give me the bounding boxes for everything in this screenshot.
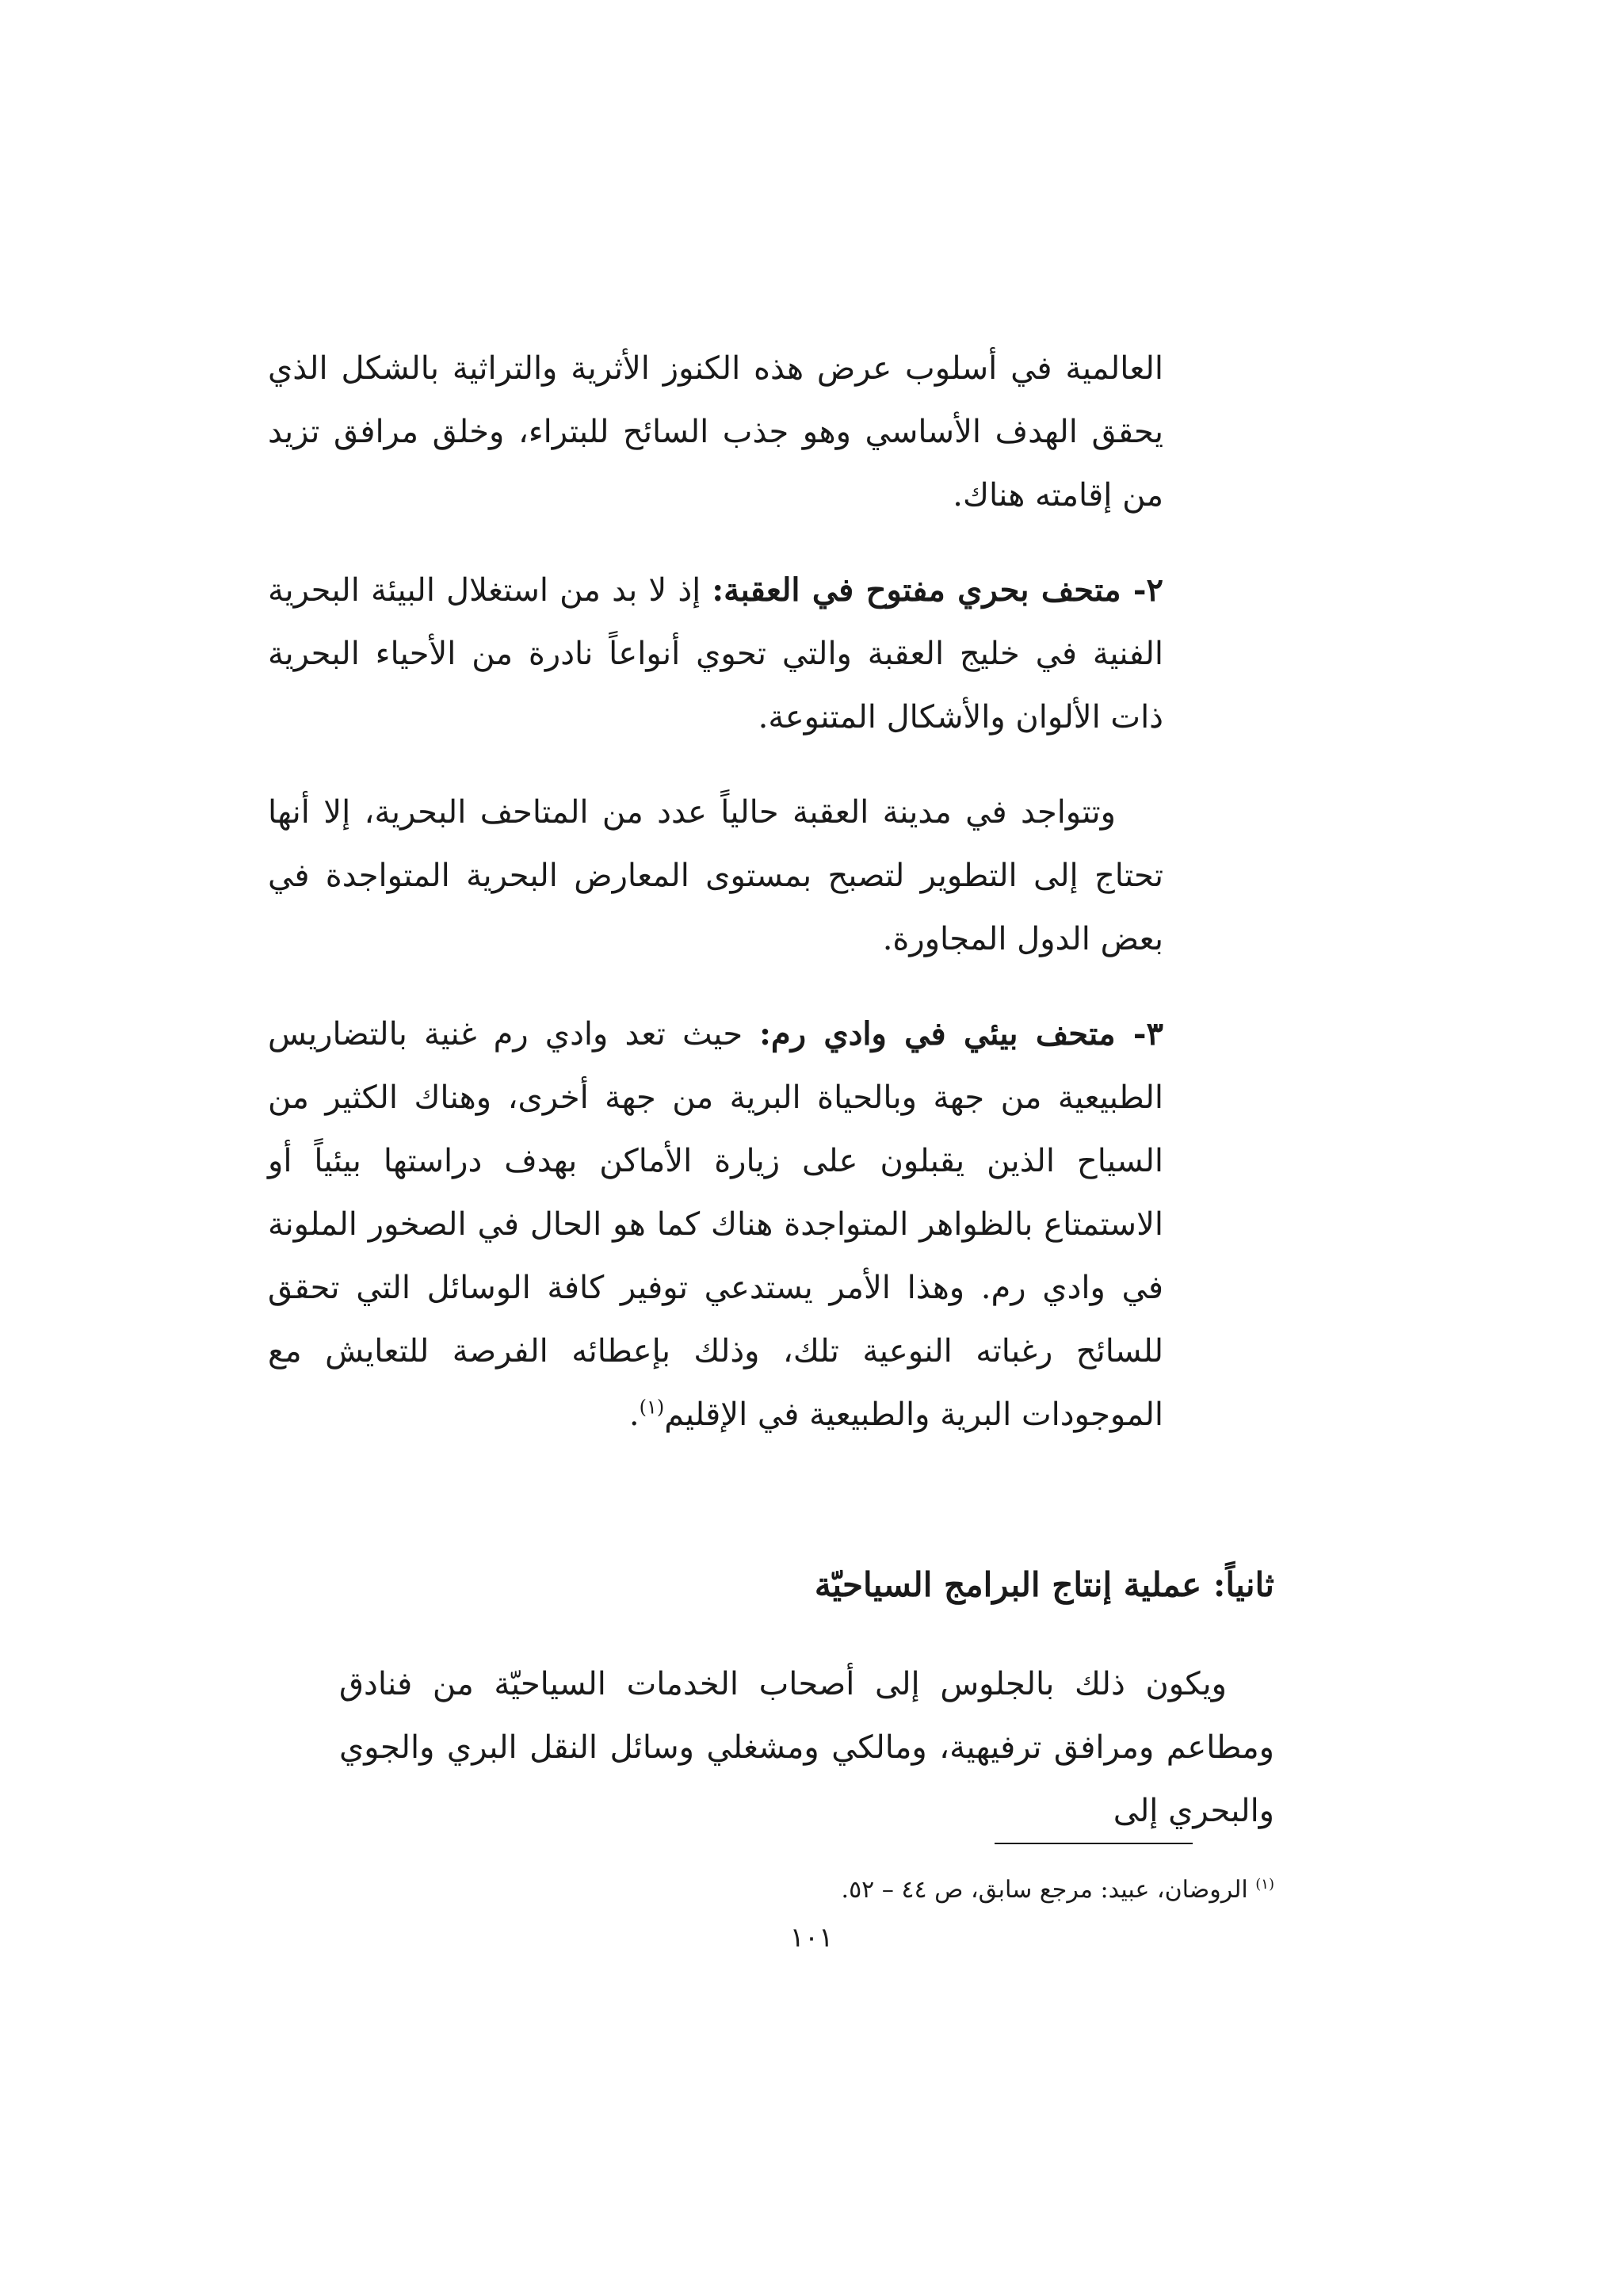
footnote-text: الروضان، عبيد: مرجع سابق، ص ٤٤ – ٥٢. xyxy=(841,1876,1256,1904)
paragraph-text: ويكون ذلك بالجلوس إلى أصحاب الخدمات السياحيّة من فنادق ومطاعم ومرافق ترفيهية، ومالكي ومشغلي وسائل النقل البري والجوي والبحري إلى xyxy=(339,1666,1274,1829)
list-item-wadi-rum-museum xyxy=(268,1003,1163,1446)
paragraph-text: وتتواجد في مدينة العقبة حالياً عدد من المتاحف البحرية، إلا أنها تحتاج إلى التطوير لتصبح بمستوى المعارض البحرية المتواجدة في بعض الدول المجاورة. xyxy=(268,794,1163,957)
list-item-heading: ٢- متحف بحري مفتوح في العقبة: xyxy=(712,571,1164,609)
paragraph-text: العالمية في أسلوب عرض هذه الكنوز الأثرية والتراثية بالشكل الذي يحقق الهدف الأساسي وهو جذب السائح للبتراء، وخلق مرافق تزيد من إقامته هناك. xyxy=(268,350,1164,514)
paragraph-continuation xyxy=(268,337,1163,527)
sentence-end: . xyxy=(628,1396,640,1433)
list-item-text: إذ لا بد من استغلال البيئة البحرية الفنية في خليج العقبة والتي تحوي أنواعاً نادرة من الأحياء البحرية ذات الألوان والأشكال المتنوعة. xyxy=(268,572,1163,735)
footnote xyxy=(842,1870,1274,1910)
list-item-heading: ٣- متحف بيئي في وادي رم: xyxy=(759,1015,1163,1052)
list-item-text: حيث تعد وادي رم غنية بالتضاريس الطبيعية من جهة وبالحياة البرية من جهة أخرى، وهناك الكثير من السياح الذين يقبلون على زيارة الأماكن بهدف دراستها بيئياً أو الاستمتاع بالظواهر المتواجدة هناك كما هو الحال في الصخور الملونة في وادي رم. وهذا الأمر يستدعي توفير كافة الوسائل التي تحقق للسائح رغباته النوعية تلك، وذلك بإعطائه الفرصة للتعايش مع الموجودات البرية والطبيعية في الإقليم xyxy=(268,1016,1163,1433)
footnote-mark: (١) xyxy=(1255,1876,1274,1893)
footnote-separator xyxy=(995,1843,1193,1844)
page-number: ١٠١ xyxy=(789,1922,834,1954)
list-item-marine-museum xyxy=(268,559,1163,749)
footnote-reference: (١) xyxy=(639,1396,665,1419)
paragraph-program-production xyxy=(339,1652,1274,1843)
section-heading: ثانياً: عملية إنتاج البرامج السياحيّة xyxy=(814,1565,1274,1604)
paragraph-aqaba-museums xyxy=(268,781,1163,971)
